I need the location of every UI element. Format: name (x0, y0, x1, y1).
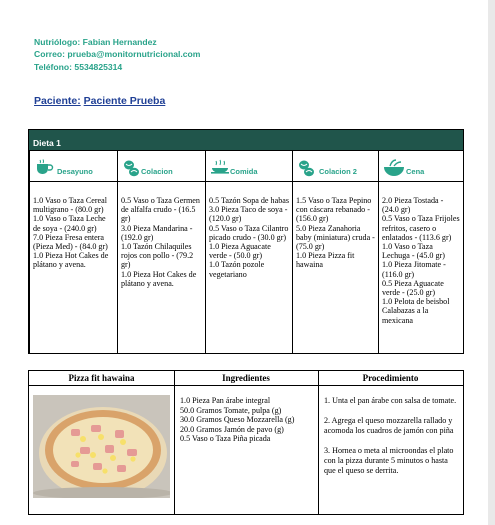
meal-items (209, 196, 290, 279)
meal-item: 0.5 Vaso o Taza Germen de alfalfa crudo - (16.5 gr) (121, 196, 200, 224)
meal-column-colacion-2 (292, 151, 378, 353)
divider (174, 371, 175, 514)
meal-item: 1.0 Pieza Hot Cakes de plátano y avena. (121, 269, 197, 288)
ingredient-item: 20.0 Gramos Jamón de pavo (g) (180, 424, 284, 434)
meal-header (379, 151, 463, 182)
beans-icon (297, 159, 317, 177)
meal-item: 7.0 Pieza Fresa entera (Pieza Med) - (84.0 gr) (33, 232, 108, 252)
nutritionist-name: Nutriólogo: Fabian Hernandez (34, 37, 157, 47)
meal-title: Comida (230, 167, 258, 176)
patient-line (34, 95, 165, 107)
ingredients-list (180, 396, 294, 444)
meal-header (293, 151, 378, 182)
meal-item: 1.0 Pieza Aguacate verde - (50.0 gr) (209, 242, 271, 261)
page-edge (488, 0, 495, 525)
meal-column-colacion (117, 151, 205, 353)
meal-item: 0.5 Tazón Sopa de habas (209, 196, 289, 205)
beans-icon (122, 159, 142, 177)
phone-text: Teléfono: 5534825314 (34, 62, 123, 72)
bowl-icon (383, 159, 405, 177)
meal-item: 0.5 Pieza Aguacate verde - (25.0 gr) (382, 278, 444, 298)
meal-title: Colacion 2 (319, 167, 357, 176)
meal-item: 1.0 Pieza Pizza fit hawaina (296, 251, 355, 270)
meal-header (118, 151, 205, 182)
meal-items (121, 196, 203, 288)
meal-item: 1.0 Vaso o Taza Lechuga - (45.0 gr) (382, 242, 445, 261)
meal-items (33, 196, 115, 270)
meal-item: 1.0 Tazón pozole vegetariano (209, 260, 265, 279)
meal-column-desayuno (29, 151, 117, 353)
meal-item: 3.0 Pieza Mandarina - (192.0 gr) (121, 223, 193, 242)
ingredient-item: 1.0 Pieza Pan árabe integral (180, 396, 271, 405)
recipe-table (28, 370, 464, 515)
meal-header (206, 151, 292, 182)
patient-label: Paciente: (34, 95, 81, 107)
ingredients-header: Ingredientes (174, 371, 318, 386)
procedure-step: 2. Agrega el queso mozzarella rallado y acomoda los cuadros de jamón con piña (324, 416, 454, 435)
procedure-steps (324, 396, 461, 486)
meal-item: 0.5 Vaso o Taza Cilantro picado crudo - (30.0 gr) (209, 223, 289, 242)
ingredient-item: 50.0 Gramos Tomate, pulpa (g) (180, 405, 282, 415)
meal-title: Colacion (141, 167, 173, 176)
meal-item: 1.0 Vaso o Taza Cereal multigrano - (80.0 gr) (33, 196, 107, 215)
meal-column-comida (205, 151, 292, 353)
patient-name: Paciente Prueba (83, 95, 166, 107)
meal-items (382, 196, 461, 325)
procedure-header: Procedimiento (318, 371, 463, 386)
meal-header (30, 151, 117, 182)
meal-item: 5.0 Pieza Zanahoria baby (miniatura) cruda - (75.0 gr) (296, 223, 375, 252)
meal-title: Cena (406, 167, 425, 176)
diet-table (28, 129, 464, 354)
meal-column-cena (378, 151, 463, 353)
cup-icon (34, 159, 56, 175)
recipe-title: Pizza fit hawaina (29, 371, 174, 386)
meal-item: 1.0 Tazón Chilaquiles rojos con pollo - (79.2 gr) (121, 242, 194, 270)
dish-icon (210, 159, 230, 175)
meal-item: 1.0 Pieza Jitomate - (116.0 gr) (382, 260, 446, 279)
meal-item: 1.0 Vaso o Taza Leche de soya - (240.0 gr) (33, 214, 106, 233)
meal-item: 3.0 Pieza Taco de soya - (120.0 gr) (209, 205, 288, 224)
meal-title: Desayuno (57, 167, 93, 176)
meal-item: 1.0 Pelota de beisbol Calabazas a la mexicana (382, 297, 450, 325)
meal-item: 1.5 Vaso o Taza Pepino con cáscara rebanado - (156.0 gr) (296, 196, 372, 224)
pizza-photo (33, 395, 170, 498)
meal-item: 1.0 Pieza Hot Cakes de plátano y avena. (33, 251, 109, 270)
ingredient-item: 30.0 Gramos Queso Mozzarella (g) (180, 415, 295, 425)
procedure-step: 3. Hornea o meta al microondas el plato con la pizza durante 5 minutos o hasta que el queso se derrita. (324, 446, 454, 475)
meal-items (296, 196, 376, 270)
diet-title: Dieta 1 (29, 130, 463, 150)
meal-item: 2.0 Pieza Tostada - (24.0 gr) (382, 196, 444, 215)
ingredient-item: 0.5 Vaso o Taza Piña picada (180, 434, 271, 444)
procedure-step: 1. Unta el pan árabe con salsa de tomate. (324, 396, 457, 405)
meal-item: 0.5 Vaso o Taza Frijoles refritos, casero o enlatados - (113.6 gr) (382, 214, 460, 242)
email-text: Correo: prueba@monitornutricional.com (34, 49, 201, 59)
divider (318, 371, 319, 514)
